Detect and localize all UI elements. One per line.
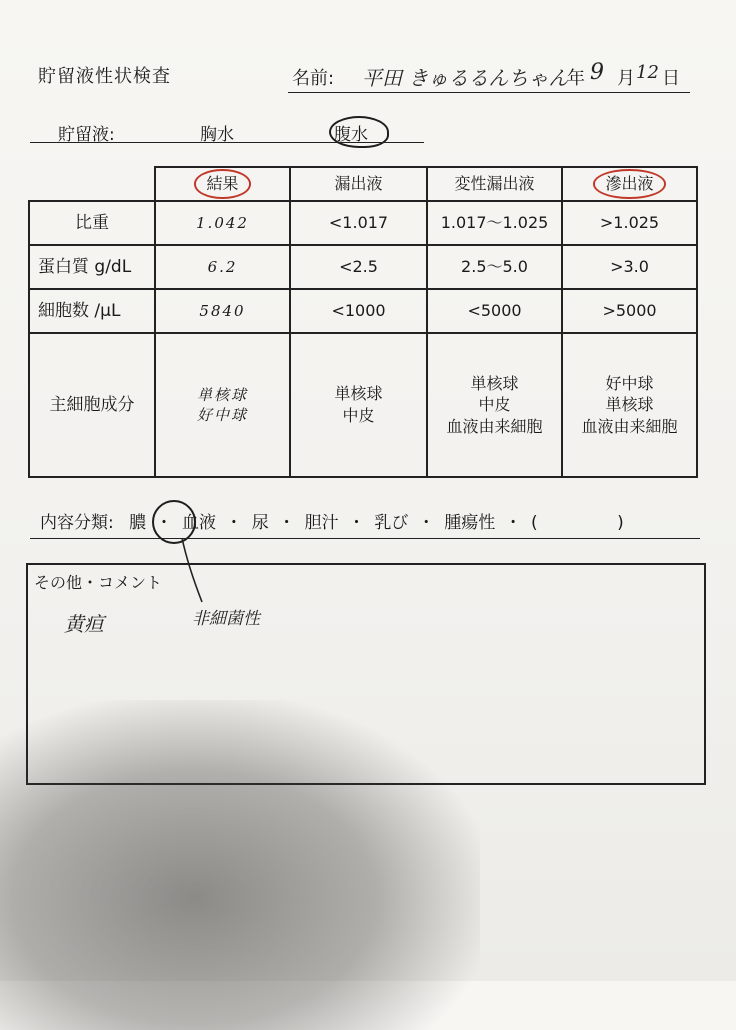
name-label: 名前:	[292, 68, 335, 89]
fluid-underline	[30, 142, 424, 143]
exudate-header-circle	[593, 169, 665, 199]
separator-dot: ・	[417, 513, 445, 533]
category-option-bile[interactable]: 胆汁	[304, 513, 339, 533]
month-label: 月	[617, 68, 635, 89]
separator-dot: ・	[504, 513, 522, 533]
day-field[interactable]: 12	[636, 62, 659, 83]
category-option-urine[interactable]: 尿	[251, 513, 269, 533]
category-option-pus[interactable]: 膿	[129, 513, 147, 533]
col-header-result	[155, 167, 290, 201]
transudate-specific-gravity: <1.017	[290, 201, 427, 245]
separator-dot: ・	[225, 513, 252, 533]
result-protein[interactable]	[155, 245, 290, 289]
result-specific-gravity[interactable]	[155, 201, 290, 245]
content-category-row	[40, 508, 624, 533]
row-label-main-cells: 主細胞成分	[29, 333, 155, 477]
modified-specific-gravity: 1.017〜1.025	[427, 201, 562, 245]
row-label-cell-count: 細胞数 /μL	[29, 289, 155, 333]
table-row	[29, 289, 697, 333]
category-option-blood[interactable]: 血液	[181, 513, 216, 533]
annotation-line	[180, 536, 210, 606]
modified-cell-1: 単核球	[470, 373, 519, 393]
result-header-circle	[194, 169, 250, 199]
fluid-option-ascites[interactable]: 腹水	[334, 125, 368, 145]
modified-cell-2: 中皮	[478, 395, 511, 415]
table-header-row	[29, 167, 697, 201]
modified-main-cells	[427, 333, 562, 477]
transudate-cell-1: 単核球	[334, 384, 383, 404]
row-label-specific-gravity: 比重	[29, 201, 155, 245]
category-close-paren: )	[617, 513, 624, 533]
table-row	[29, 245, 697, 289]
transudate-protein: <2.5	[290, 245, 427, 289]
year-label: 年	[567, 68, 585, 89]
exudate-cell-1: 好中球	[605, 373, 654, 393]
col-header-result-label: 結果	[206, 174, 239, 194]
category-option-chylous[interactable]: 乳び	[374, 513, 409, 533]
month-field[interactable]: 9	[590, 60, 604, 85]
category-underline	[30, 538, 700, 539]
result-cell-count[interactable]	[155, 289, 290, 333]
separator-dot: ・	[278, 513, 305, 533]
comment-label: その他・コメント	[34, 573, 163, 592]
result-main-cell-2: 好中球	[196, 406, 248, 424]
modified-cell-3: 血液由来細胞	[446, 416, 543, 436]
result-protein-value: 6.2	[207, 258, 238, 277]
form-title: 貯留液性状検査	[38, 66, 171, 87]
separator-dot: ・	[155, 513, 182, 533]
day-label: 日	[662, 68, 680, 89]
comment-box[interactable]	[26, 563, 706, 785]
separator-dot: ・	[347, 513, 375, 533]
comment-value: 黄疸	[64, 612, 104, 636]
category-option-neoplastic[interactable]: 腫瘍性	[444, 513, 496, 533]
transudate-main-cells	[290, 333, 427, 477]
transudate-cell-2: 中皮	[342, 406, 375, 425]
name-underline	[288, 92, 690, 93]
transudate-cell-count: <1000	[290, 289, 427, 333]
exudate-cell-count: >5000	[562, 289, 697, 333]
patient-name-field[interactable]: 平田 きゅるるんちゃん	[362, 66, 569, 90]
category-label: 内容分類:	[40, 513, 114, 533]
exudate-protein: >3.0	[562, 245, 697, 289]
col-header-exudate	[562, 167, 697, 201]
modified-cell-count: <5000	[427, 289, 562, 333]
table-row	[29, 333, 697, 477]
category-option-other[interactable]: (	[531, 513, 538, 533]
ascites-selection-circle	[329, 116, 389, 148]
col-header-modified-transudate: 変性漏出液	[427, 167, 562, 201]
result-main-cell-1: 単核球	[196, 385, 248, 404]
fluid-analysis-table	[28, 166, 698, 478]
exudate-cell-3: 血液由来細胞	[581, 416, 678, 436]
table-row	[29, 201, 697, 245]
fluid-type-label: 貯留液:	[58, 125, 115, 145]
result-specific-gravity-value: 1.042	[196, 214, 249, 233]
exudate-cell-2: 単核球	[605, 395, 654, 415]
row-label-protein: 蛋白質 g/dL	[29, 245, 155, 289]
exudate-main-cells	[562, 333, 697, 477]
col-header-exudate-label: 滲出液	[605, 174, 654, 194]
fluid-option-pleural[interactable]: 胸水	[200, 125, 234, 145]
result-main-cells[interactable]	[155, 333, 290, 477]
col-header-transudate: 漏出液	[290, 167, 427, 201]
modified-protein: 2.5〜5.0	[427, 245, 562, 289]
comment-note: 非細菌性	[192, 609, 260, 629]
result-cell-count-value: 5840	[199, 302, 246, 321]
exudate-specific-gravity: >1.025	[562, 201, 697, 245]
table-corner	[29, 167, 155, 201]
